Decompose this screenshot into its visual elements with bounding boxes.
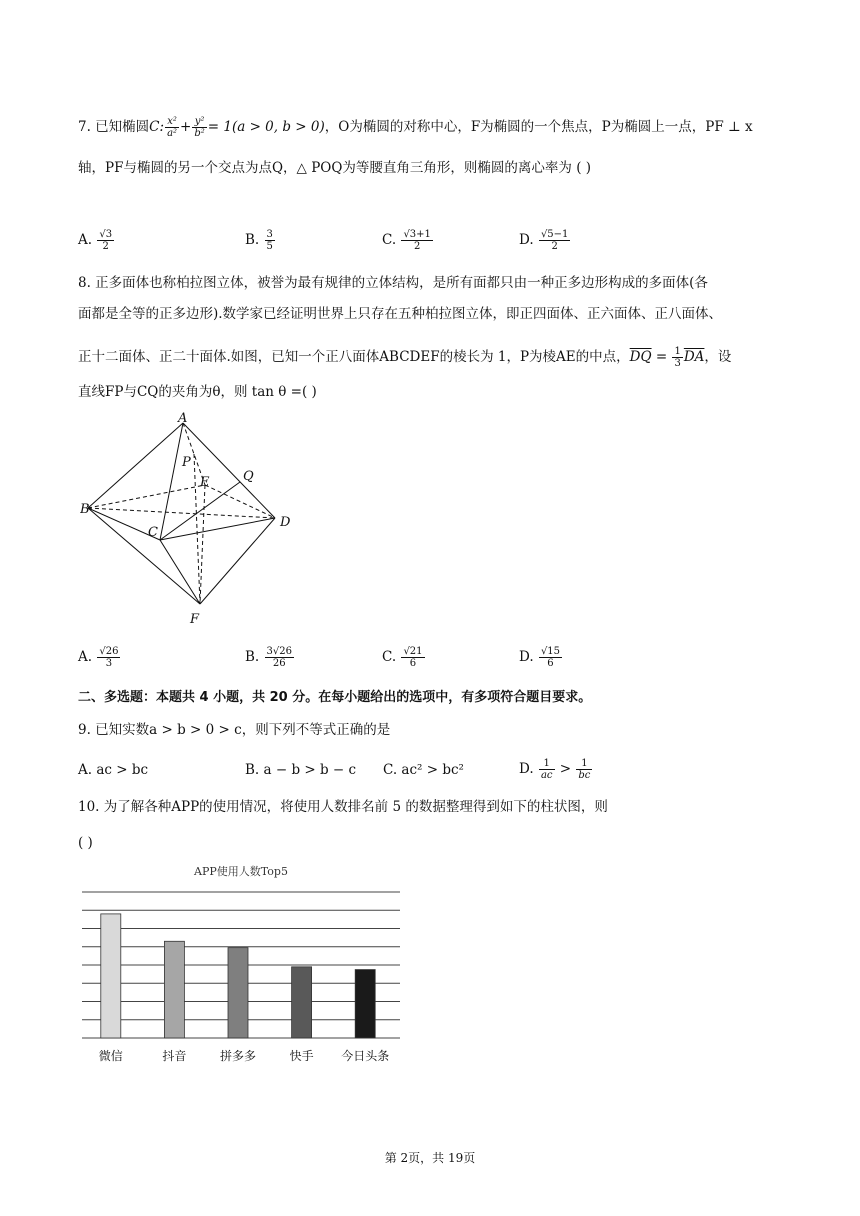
- q9-frac-1-num: 1: [539, 758, 555, 770]
- segment-cq: [160, 482, 240, 540]
- bar-4: [355, 970, 375, 1038]
- q7-plus: +: [180, 119, 192, 135]
- q8-option-frac: [265, 646, 294, 669]
- q7-frac-x: [165, 116, 179, 139]
- bar-1: [164, 941, 184, 1038]
- q8-option-c: [382, 646, 426, 669]
- q7-text-1: 已知椭圆: [95, 119, 150, 135]
- q9-frac-1-den: ac: [540, 770, 553, 781]
- q8-option-num: √15: [540, 646, 561, 657]
- q8-frac-den: 3: [674, 358, 681, 369]
- edge-be: [88, 485, 205, 508]
- q8-frac: [672, 346, 682, 369]
- x-tick-label: 快手: [289, 1049, 314, 1063]
- q7-option-d: [519, 229, 571, 252]
- q8-option-b: [245, 646, 295, 669]
- x-tick-label: 微信: [98, 1049, 123, 1063]
- q7-option-frac: [265, 229, 275, 252]
- label-e: E: [200, 475, 210, 490]
- q7-option-a: [78, 229, 115, 252]
- diagonal-bd: [88, 508, 275, 518]
- q7-option-num: 3: [266, 229, 273, 240]
- label-a: A: [178, 411, 188, 426]
- q8-text-3b: ，设: [704, 349, 732, 365]
- q7-frac-y: [192, 116, 206, 139]
- q7-option-num: √5−1: [540, 229, 569, 240]
- q7-option-den: 2: [102, 241, 109, 252]
- q9-line-1: 9. 已知实数a > b > 0 > c，则下列不等式正确的是: [78, 722, 391, 738]
- edge-bf: [88, 508, 200, 604]
- q8-option-frac: [97, 646, 120, 669]
- q8-option-a: [78, 646, 121, 669]
- q7-option-label: A.: [78, 232, 97, 248]
- q8-option-frac: [401, 646, 424, 669]
- q8-option-num: √21: [403, 646, 423, 657]
- q9-frac-1: [539, 758, 555, 781]
- edge-ad: [183, 423, 275, 518]
- q9-option-d: [519, 758, 593, 781]
- q8-option-label: A.: [78, 649, 97, 665]
- q10-line-1: 10. 为了解各种APP的使用情况，将使用人数排名前 5 的数据整理得到如下的柱状图，则: [78, 799, 608, 815]
- label-d: D: [280, 515, 291, 530]
- q7-frac-x-num: x²: [165, 116, 179, 128]
- q9-frac-2-num: 1: [576, 758, 592, 770]
- q9-option-c: C. ac² > bc²: [383, 762, 464, 778]
- q9-option-b: B. a − b > b − c: [245, 762, 357, 778]
- edge-ed: [205, 485, 275, 518]
- section-2-heading: 二、多选题：本题共 4 小题，共 20 分。在每小题给出的选项中，有多项符合题目要求。: [78, 690, 592, 705]
- q7-option-den: 2: [551, 241, 558, 252]
- q7-option-num: √3: [99, 229, 113, 240]
- q7-eq-rest: = 1(a > 0, b > 0): [207, 119, 325, 135]
- q7-text-2: ，O为椭圆的对称中心，F为椭圆的一个焦点，P为椭圆上一点，PF ⊥ x: [324, 119, 753, 135]
- q8-eq: =: [651, 349, 672, 365]
- q7-option-den: 5: [266, 241, 273, 252]
- bar-3: [292, 967, 312, 1038]
- q9-option-a: A. ac > bc: [78, 762, 149, 778]
- q8-option-label: B.: [245, 649, 264, 665]
- q7-option-label: B.: [245, 232, 264, 248]
- q8-option-frac: [539, 646, 562, 669]
- q7-option-frac: [401, 229, 432, 252]
- q7-option-num: √3+1: [403, 229, 431, 240]
- q7-option-frac: [539, 229, 570, 252]
- q7-option-frac: [97, 229, 114, 252]
- bar-2: [228, 948, 248, 1038]
- q8-line-4: 直线FP与CQ的夹角为θ，则 tan θ =( ): [78, 384, 317, 400]
- edge-ef: [200, 485, 205, 604]
- q8-vector-da: $\overline{DA}$: [683, 349, 705, 365]
- q7-line-2: 轴，PF与椭圆的另一个交点为点Q，△ POQ为等腰直角三角形，则椭圆的离心率为 ( ): [78, 160, 592, 176]
- q7-eq-label: C:: [149, 119, 165, 135]
- q8-option-label: C.: [382, 649, 401, 665]
- q7-option-c: [382, 229, 434, 252]
- q8-line-1: 8. 正多面体也称柏拉图立体，被誉为最有规律的立体结构，是所有面都只由一种正多边形构成的多面体(各: [78, 275, 708, 291]
- octahedron-figure: [80, 410, 310, 630]
- q8-line-2: 面都是全等的正多边形).数学家已经证明世界上只存在五种柏拉图立体，即正四面体、正六面体、正八面体、: [78, 306, 723, 322]
- q8-option-den: 6: [547, 658, 554, 669]
- q8-option-d: [519, 646, 563, 669]
- q8-vector-dq: $\overline{DQ}$: [629, 349, 652, 365]
- bar-0: [101, 914, 121, 1038]
- q7-number: 7.: [78, 119, 96, 135]
- q9-frac-2: [576, 758, 592, 781]
- q7-frac-x-den: a²: [167, 128, 178, 139]
- q8-option-den: 26: [272, 658, 286, 669]
- chart-title: APP使用人数Top5: [194, 865, 288, 878]
- label-f: F: [190, 612, 200, 627]
- q9-option-d-gt: >: [555, 761, 576, 777]
- q10-line-2: ( ): [78, 835, 93, 851]
- x-tick-label: 今日头条: [341, 1049, 390, 1063]
- q7-line-1: [78, 116, 753, 139]
- q8-option-num: √26: [99, 646, 119, 657]
- label-c: C: [148, 525, 158, 540]
- page-footer: 第 2页，共 19页: [384, 1151, 476, 1165]
- edge-df: [200, 518, 275, 604]
- label-q: Q: [243, 469, 254, 484]
- x-tick-label: 抖音: [162, 1049, 187, 1063]
- q8-option-num: 3√26: [266, 646, 292, 657]
- q7-option-label: D.: [519, 232, 538, 248]
- q7-frac-y-num: y²: [192, 116, 206, 128]
- edge-cd: [160, 518, 275, 540]
- q7-option-den: 2: [413, 241, 421, 252]
- q7-option-label: C.: [382, 232, 401, 248]
- label-p: P: [182, 455, 191, 470]
- x-tick-label: 拼多多: [219, 1049, 257, 1063]
- bar-chart: [78, 858, 408, 1073]
- q8-text-3a: 正十二面体、正二十面体.如图，已知一个正八面体ABCDEF的棱长为 1，P为棱AE的中点，: [78, 349, 630, 365]
- q7-frac-y-den: b²: [194, 128, 205, 139]
- q7-option-b: [245, 229, 276, 252]
- chart-x-labels: [99, 1048, 389, 1063]
- q8-option-label: D.: [519, 649, 538, 665]
- edge-cf: [160, 540, 200, 604]
- q8-option-den: 6: [409, 658, 417, 669]
- q8-option-den: 3: [105, 658, 113, 669]
- q8-frac-num: 1: [674, 346, 681, 357]
- q9-option-d-label: D.: [519, 761, 538, 777]
- q8-line-3: [78, 346, 731, 369]
- label-b: B: [80, 502, 90, 517]
- q9-frac-2-den: bc: [578, 770, 591, 781]
